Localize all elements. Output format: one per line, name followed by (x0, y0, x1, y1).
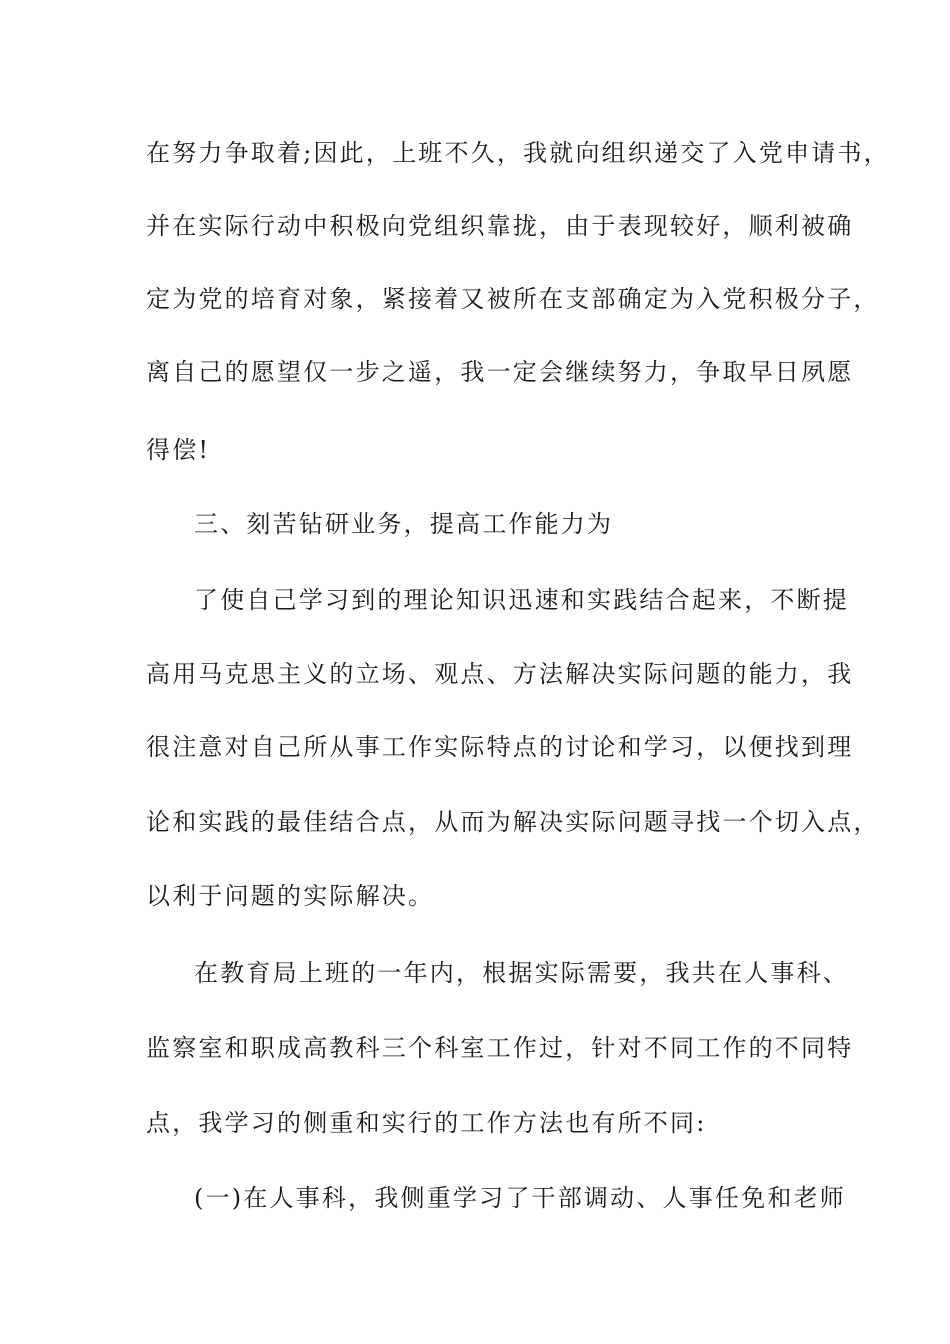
text-line: 监察室和职成高教科三个科室工作过，针对不同工作的不同特 (146, 1034, 854, 1062)
text-line: 并在实际行动中积极向党组织靠拢，由于表现较好，顺利被确 (146, 212, 854, 240)
text-line: 以利于问题的实际解决。 (146, 882, 435, 910)
section-heading: 三、刻苦钻研业务，提高工作能力为 (194, 510, 614, 538)
text-line: 在努力争取着;因此，上班不久，我就向组织递交了入党申请书， (146, 139, 890, 167)
text-line: 论和实践的最佳结合点，从而为解决实际问题寻找一个切入点， (146, 808, 880, 836)
text-line: 很注意对自己所从事工作实际特点的讨论和学习，以便找到理 (146, 733, 854, 761)
text-line: 得偿! (146, 436, 211, 464)
text-line: 离自己的愿望仅一步之遥，我一定会继续努力，争取早日夙愿 (146, 358, 854, 386)
text-line: 定为党的培育对象，紧接着又被所在支部确定为入党积极分子， (146, 285, 880, 313)
text-line: 了使自己学习到的理论知识迅速和实践结合起来，不断提 (194, 586, 849, 614)
text-line: 高用马克思主义的立场、观点、方法解决实际问题的能力，我 (146, 660, 854, 688)
text-line: 点，我学习的侧重和实行的工作方法也有所不同: (146, 1109, 707, 1137)
text-line: (一)在人事科，我侧重学习了干部调动、人事任免和老师 (194, 1184, 846, 1212)
text-line: 在教育局上班的一年内，根据实际需要，我共在人事科、 (194, 959, 849, 987)
